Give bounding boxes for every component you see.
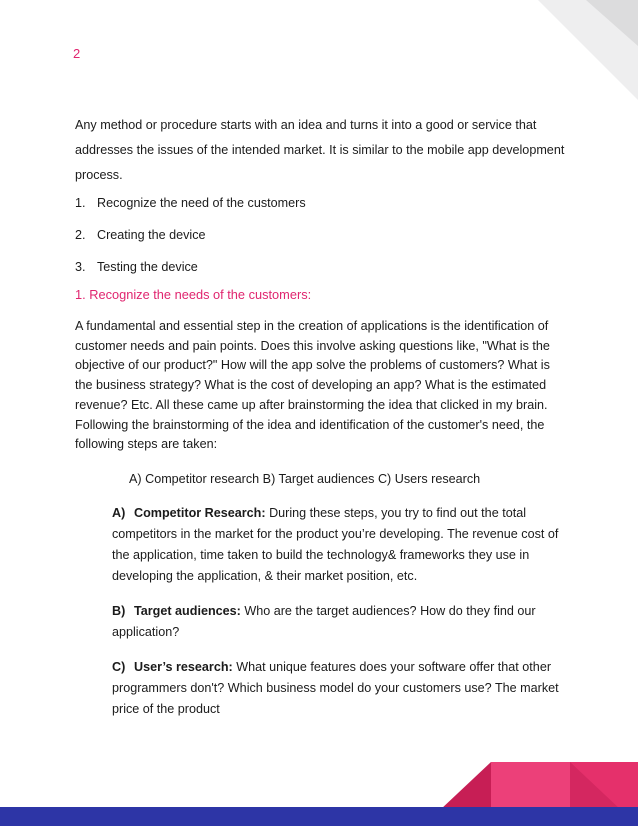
list-item-text: Testing the device <box>97 260 198 274</box>
steps-list <box>75 193 565 277</box>
subsection-text: Who are the target audiences? How do they find our application? <box>112 603 536 639</box>
subsection-text: During these steps, you try to find out the total competitors in the market for the product you’re developing. The revenue cost of the application, time taken to build the technology& frameworks they use in developing the application, & their market position, etc. <box>112 505 559 583</box>
subsection-title: Competitor Research: <box>134 505 266 520</box>
subsection-target-audiences <box>112 601 567 643</box>
subsection-text: What unique features does your software offer that other programmers don't? Which business model do your customers use? The market price of the product <box>112 659 559 716</box>
subsection-label: C) <box>112 659 126 674</box>
research-summary: A) Competitor research B) Target audiences C) Users research <box>129 471 481 486</box>
list-item <box>75 193 565 213</box>
subsection-label: A) <box>112 505 126 520</box>
page-content <box>75 113 565 720</box>
page-number: 2 <box>73 46 81 61</box>
section-paragraph: A fundamental and essential step in the creation of applications is the identification of customer needs and pain points. Does this involve asking questions like, "What is the objective of our product?" How will the app solve the problems of customers? What is the business strategy? What is the cost of developing an app? What is the estimated revenue? Etc. All these came up after brainstorming the idea that clicked in my brain. Following the brainstorming of the idea and identification of the customer's need, the following steps are taken: <box>75 319 550 452</box>
list-item-number: 3. <box>75 260 86 274</box>
list-item-number: 1. <box>75 196 86 210</box>
subsection-title: Target audiences: <box>134 603 241 618</box>
footer-bar <box>0 807 638 826</box>
subsection-title: User’s research: <box>134 659 233 674</box>
section-heading: 1. Recognize the needs of the customers: <box>75 287 312 302</box>
subsection-label: B) <box>112 603 126 618</box>
subsection-competitor-research <box>112 503 567 587</box>
list-item <box>75 225 565 245</box>
list-item-number: 2. <box>75 228 86 242</box>
list-item-text: Recognize the need of the customers <box>97 196 306 210</box>
intro-paragraph: Any method or procedure starts with an idea and turns it into a good or service that addresses the issues of the intended market. It is similar to the mobile app development process. <box>75 118 565 182</box>
corner-decoration-top <box>538 0 638 100</box>
subsection-users-research <box>112 657 567 720</box>
list-item-text: Creating the device <box>97 228 206 242</box>
list-item <box>75 257 565 277</box>
